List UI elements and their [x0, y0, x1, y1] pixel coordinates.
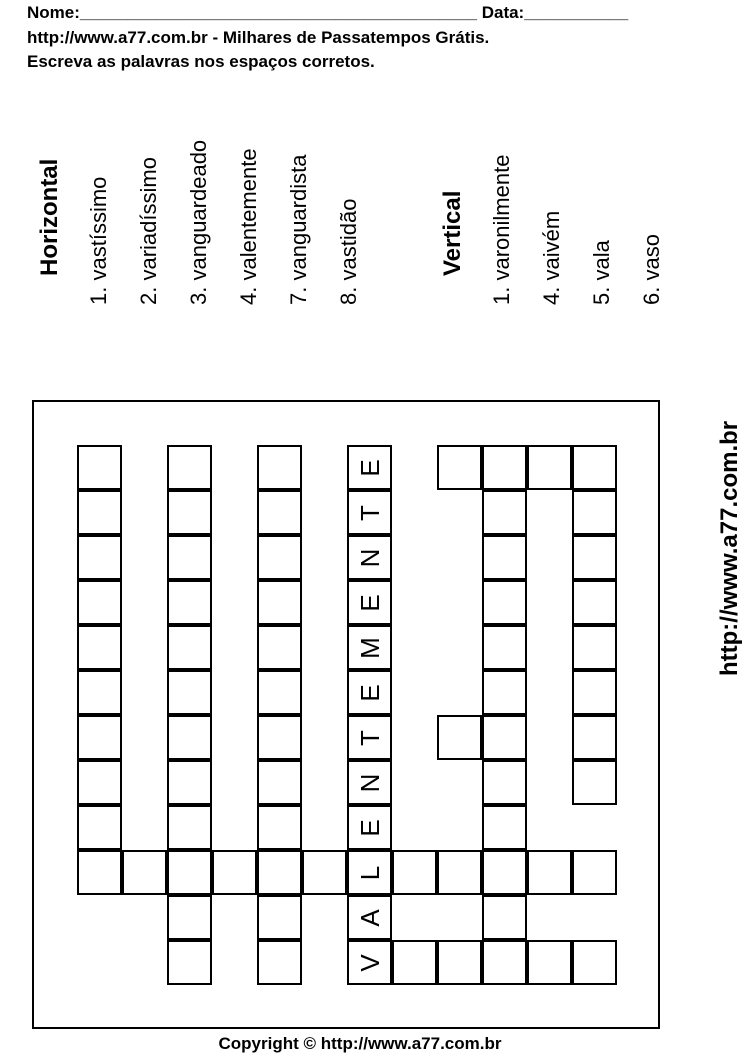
clue-h4: 4. valentemente: [236, 148, 261, 305]
crossword-cell[interactable]: [77, 445, 122, 490]
clue-v5: 5. vala: [589, 240, 614, 305]
crossword-cell[interactable]: [257, 760, 302, 805]
crossword-cell[interactable]: [347, 805, 392, 850]
crossword-cell[interactable]: [77, 535, 122, 580]
name-date-line: Nome:__________________________________________ Data:___________: [27, 3, 629, 22]
crossword-cell[interactable]: [257, 940, 302, 985]
crossword-cell[interactable]: [347, 850, 392, 895]
clue-v4: 4. vaivém: [539, 210, 564, 305]
crossword-cell[interactable]: [257, 895, 302, 940]
crossword-cell[interactable]: [122, 850, 167, 895]
crossword-cell[interactable]: [302, 850, 347, 895]
instruction-text: Escreva as palavras nos espaços corretos.: [27, 52, 375, 71]
cell-letter: T: [354, 504, 385, 521]
cell-letter: N: [354, 773, 385, 792]
crossword-cell[interactable]: [77, 580, 122, 625]
crossword-cell[interactable]: [347, 895, 392, 940]
crossword-cell[interactable]: [482, 940, 527, 985]
crossword-cell[interactable]: [482, 670, 527, 715]
crossword-cell[interactable]: [167, 445, 212, 490]
crossword-cell[interactable]: [77, 805, 122, 850]
crossword-cell[interactable]: [482, 625, 527, 670]
vertical-title: Vertical: [439, 190, 466, 276]
crossword-cell[interactable]: [572, 850, 617, 895]
cell-letter: M: [354, 636, 385, 659]
crossword-cell[interactable]: [482, 895, 527, 940]
crossword-cell[interactable]: [572, 445, 617, 490]
crossword-cell[interactable]: [347, 580, 392, 625]
cell-letter: V: [354, 953, 385, 972]
crossword-cell[interactable]: [77, 760, 122, 805]
crossword-cell[interactable]: [572, 580, 617, 625]
crossword-cell[interactable]: [167, 670, 212, 715]
crossword-cell[interactable]: [77, 715, 122, 760]
crossword-cell[interactable]: [167, 715, 212, 760]
crossword-cell[interactable]: [482, 760, 527, 805]
cell-letter: A: [354, 908, 385, 927]
crossword-cell[interactable]: [392, 850, 437, 895]
crossword-cell[interactable]: [572, 535, 617, 580]
crossword-cell[interactable]: [437, 715, 482, 760]
crossword-cell[interactable]: [347, 625, 392, 670]
crossword-cell[interactable]: [257, 535, 302, 580]
horizontal-title: Horizontal: [36, 158, 63, 276]
crossword-cell[interactable]: [482, 490, 527, 535]
crossword-cell[interactable]: [167, 535, 212, 580]
crossword-frame: [32, 400, 660, 1029]
crossword-cell[interactable]: [527, 850, 572, 895]
crossword-cell[interactable]: [482, 805, 527, 850]
crossword-cell[interactable]: [77, 625, 122, 670]
crossword-cell[interactable]: [437, 445, 482, 490]
crossword-cell[interactable]: [167, 850, 212, 895]
crossword-cell[interactable]: [347, 940, 392, 985]
crossword-cell[interactable]: [347, 490, 392, 535]
crossword-cell[interactable]: [572, 490, 617, 535]
crossword-cell[interactable]: [392, 940, 437, 985]
crossword-cell[interactable]: [437, 940, 482, 985]
clue-h8: 8. vastidão: [336, 198, 361, 305]
crossword-cell[interactable]: [572, 670, 617, 715]
clue-h7: 7. vanguardista: [286, 154, 311, 305]
crossword-cell[interactable]: [572, 940, 617, 985]
crossword-cell[interactable]: [212, 850, 257, 895]
crossword-cell[interactable]: [347, 760, 392, 805]
cell-letter: E: [354, 458, 385, 477]
crossword-cell[interactable]: [482, 535, 527, 580]
crossword-cell[interactable]: [527, 445, 572, 490]
cell-letter: T: [354, 729, 385, 746]
crossword-cell[interactable]: [347, 445, 392, 490]
crossword-cell[interactable]: [572, 715, 617, 760]
crossword-cell[interactable]: [257, 580, 302, 625]
crossword-cell[interactable]: [482, 445, 527, 490]
cell-letter: N: [354, 548, 385, 567]
cell-letter: L: [354, 865, 385, 880]
crossword-cell[interactable]: [572, 760, 617, 805]
crossword-cell[interactable]: [167, 895, 212, 940]
clue-v6: 6. vaso: [639, 234, 664, 305]
cell-letter: E: [354, 818, 385, 837]
crossword-cell[interactable]: [167, 580, 212, 625]
cell-letter: E: [354, 593, 385, 612]
crossword-cell[interactable]: [167, 625, 212, 670]
crossword-cell[interactable]: [437, 850, 482, 895]
crossword-cell[interactable]: [572, 625, 617, 670]
crossword-cell[interactable]: [257, 670, 302, 715]
clue-h3: 3. vanguardeado: [186, 139, 211, 305]
crossword-cell[interactable]: [347, 715, 392, 760]
crossword-cell[interactable]: [482, 580, 527, 625]
crossword-cell[interactable]: [77, 490, 122, 535]
crossword-cell[interactable]: [257, 805, 302, 850]
crossword-cell[interactable]: [167, 490, 212, 535]
cell-letter: E: [354, 683, 385, 702]
crossword-cell[interactable]: [77, 850, 122, 895]
crossword-cell[interactable]: [347, 670, 392, 715]
clue-v1: 1. varonilmente: [489, 154, 514, 305]
crossword-cell[interactable]: [257, 490, 302, 535]
crossword-cell[interactable]: [167, 940, 212, 985]
crossword-cell[interactable]: [167, 760, 212, 805]
crossword-cell[interactable]: [482, 850, 527, 895]
copyright-footer: Copyright © http://www.a77.com.br: [218, 1034, 502, 1053]
crossword-cell[interactable]: [257, 850, 302, 895]
side-url: http://www.a77.com.br: [716, 420, 743, 676]
clue-h1: 1. vastíssimo: [86, 176, 111, 305]
crossword-cell[interactable]: [167, 805, 212, 850]
clue-h2: 2. variadíssimo: [136, 157, 161, 305]
crossword-cell[interactable]: [257, 715, 302, 760]
crossword-cell[interactable]: [482, 715, 527, 760]
crossword-cell[interactable]: [257, 625, 302, 670]
site-line: http://www.a77.com.br - Milhares de Passatempos Grátis.: [27, 28, 490, 47]
crossword-cell[interactable]: [257, 445, 302, 490]
crossword-cell[interactable]: [347, 535, 392, 580]
crossword-cell[interactable]: [77, 670, 122, 715]
crossword-cell[interactable]: [527, 940, 572, 985]
